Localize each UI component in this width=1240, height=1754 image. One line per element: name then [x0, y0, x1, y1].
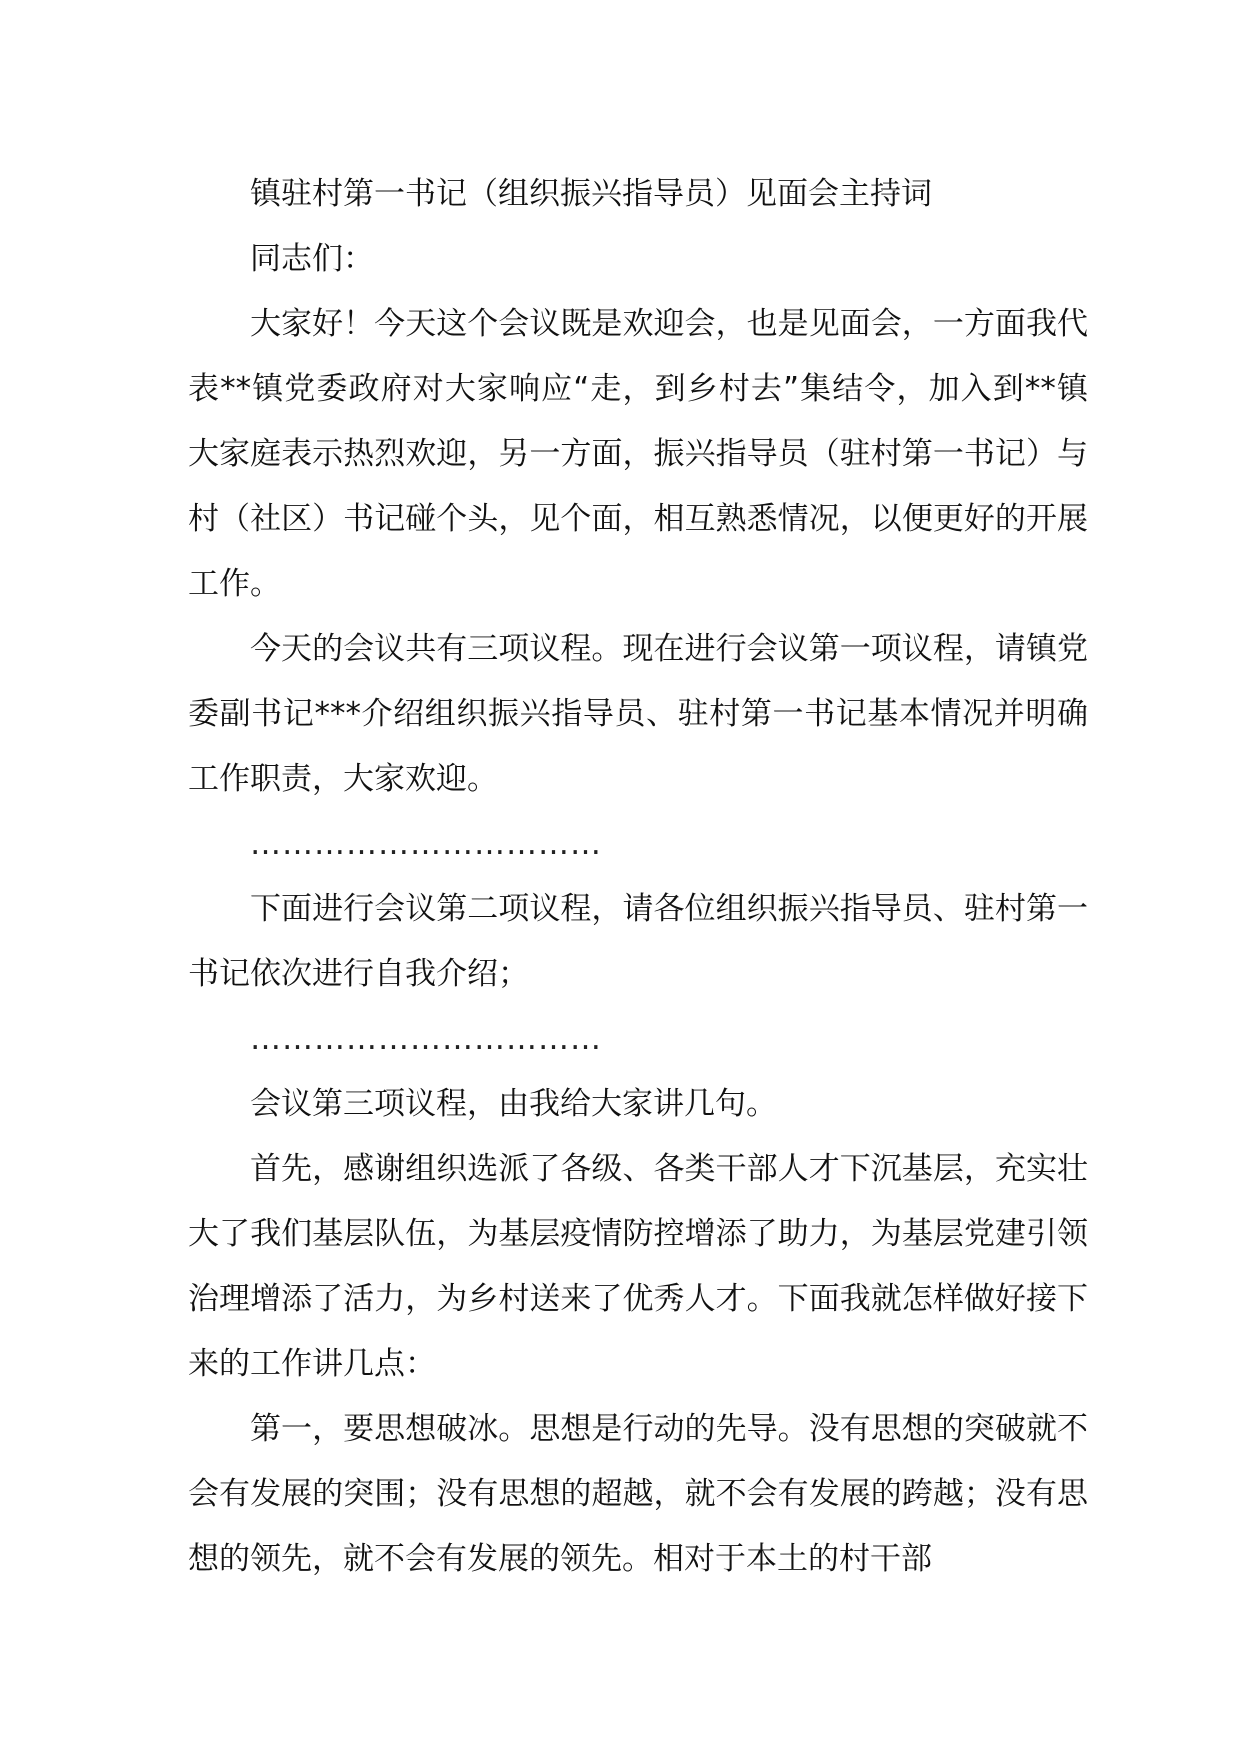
thanks-paragraph: 首先，感谢组织选派了各级、各类干部人才下沉基层，充实壮大了我们基层队伍，为基层疫情防控增添了助力，为基层党建引领治理增添了活力，为乡村送来了优秀人才。下面我就怎样做好接下来的工作讲几点： — [188, 1151, 1088, 1382]
point-one-paragraph: 第一，要思想破冰。思想是行动的先导。没有思想的突破就不会有发展的突围；没有思想的超越，就不会有发展的跨越；没有思想的领先，就不会有发展的领先。相对于本土的村干部 — [188, 1411, 1088, 1577]
document-body — [188, 162, 1088, 1592]
document-title: 镇驻村第一书记（组织振兴指导员）见面会主持词 — [250, 176, 932, 212]
salutation-paragraph: 同志们： — [250, 241, 374, 277]
ellipsis-separator: …………………………… — [250, 1021, 602, 1057]
opening-paragraph: 大家好！今天这个会议既是欢迎会，也是见面会，一方面我代表**镇党委政府对大家响应“走，到乡村去”集结令，加入到**镇大家庭表示热烈欢迎，另一方面，振兴指导员（驻村第一书记）与村（社区）书记碰个头，见个面，相互熟悉情况，以便更好的开展工作。 — [188, 306, 1088, 602]
agenda-item-one-paragraph: 今天的会议共有三项议程。现在进行会议第一项议程，请镇党委副书记***介绍组织振兴指导员、驻村第一书记基本情况并明确工作职责，大家欢迎。 — [188, 631, 1088, 797]
agenda-item-two-paragraph: 下面进行会议第二项议程，请各位组织振兴指导员、驻村第一书记依次进行自我介绍； — [188, 891, 1088, 992]
agenda-item-three-paragraph: 会议第三项议程，由我给大家讲几句。 — [250, 1086, 777, 1122]
ellipsis-separator: …………………………… — [250, 826, 602, 862]
